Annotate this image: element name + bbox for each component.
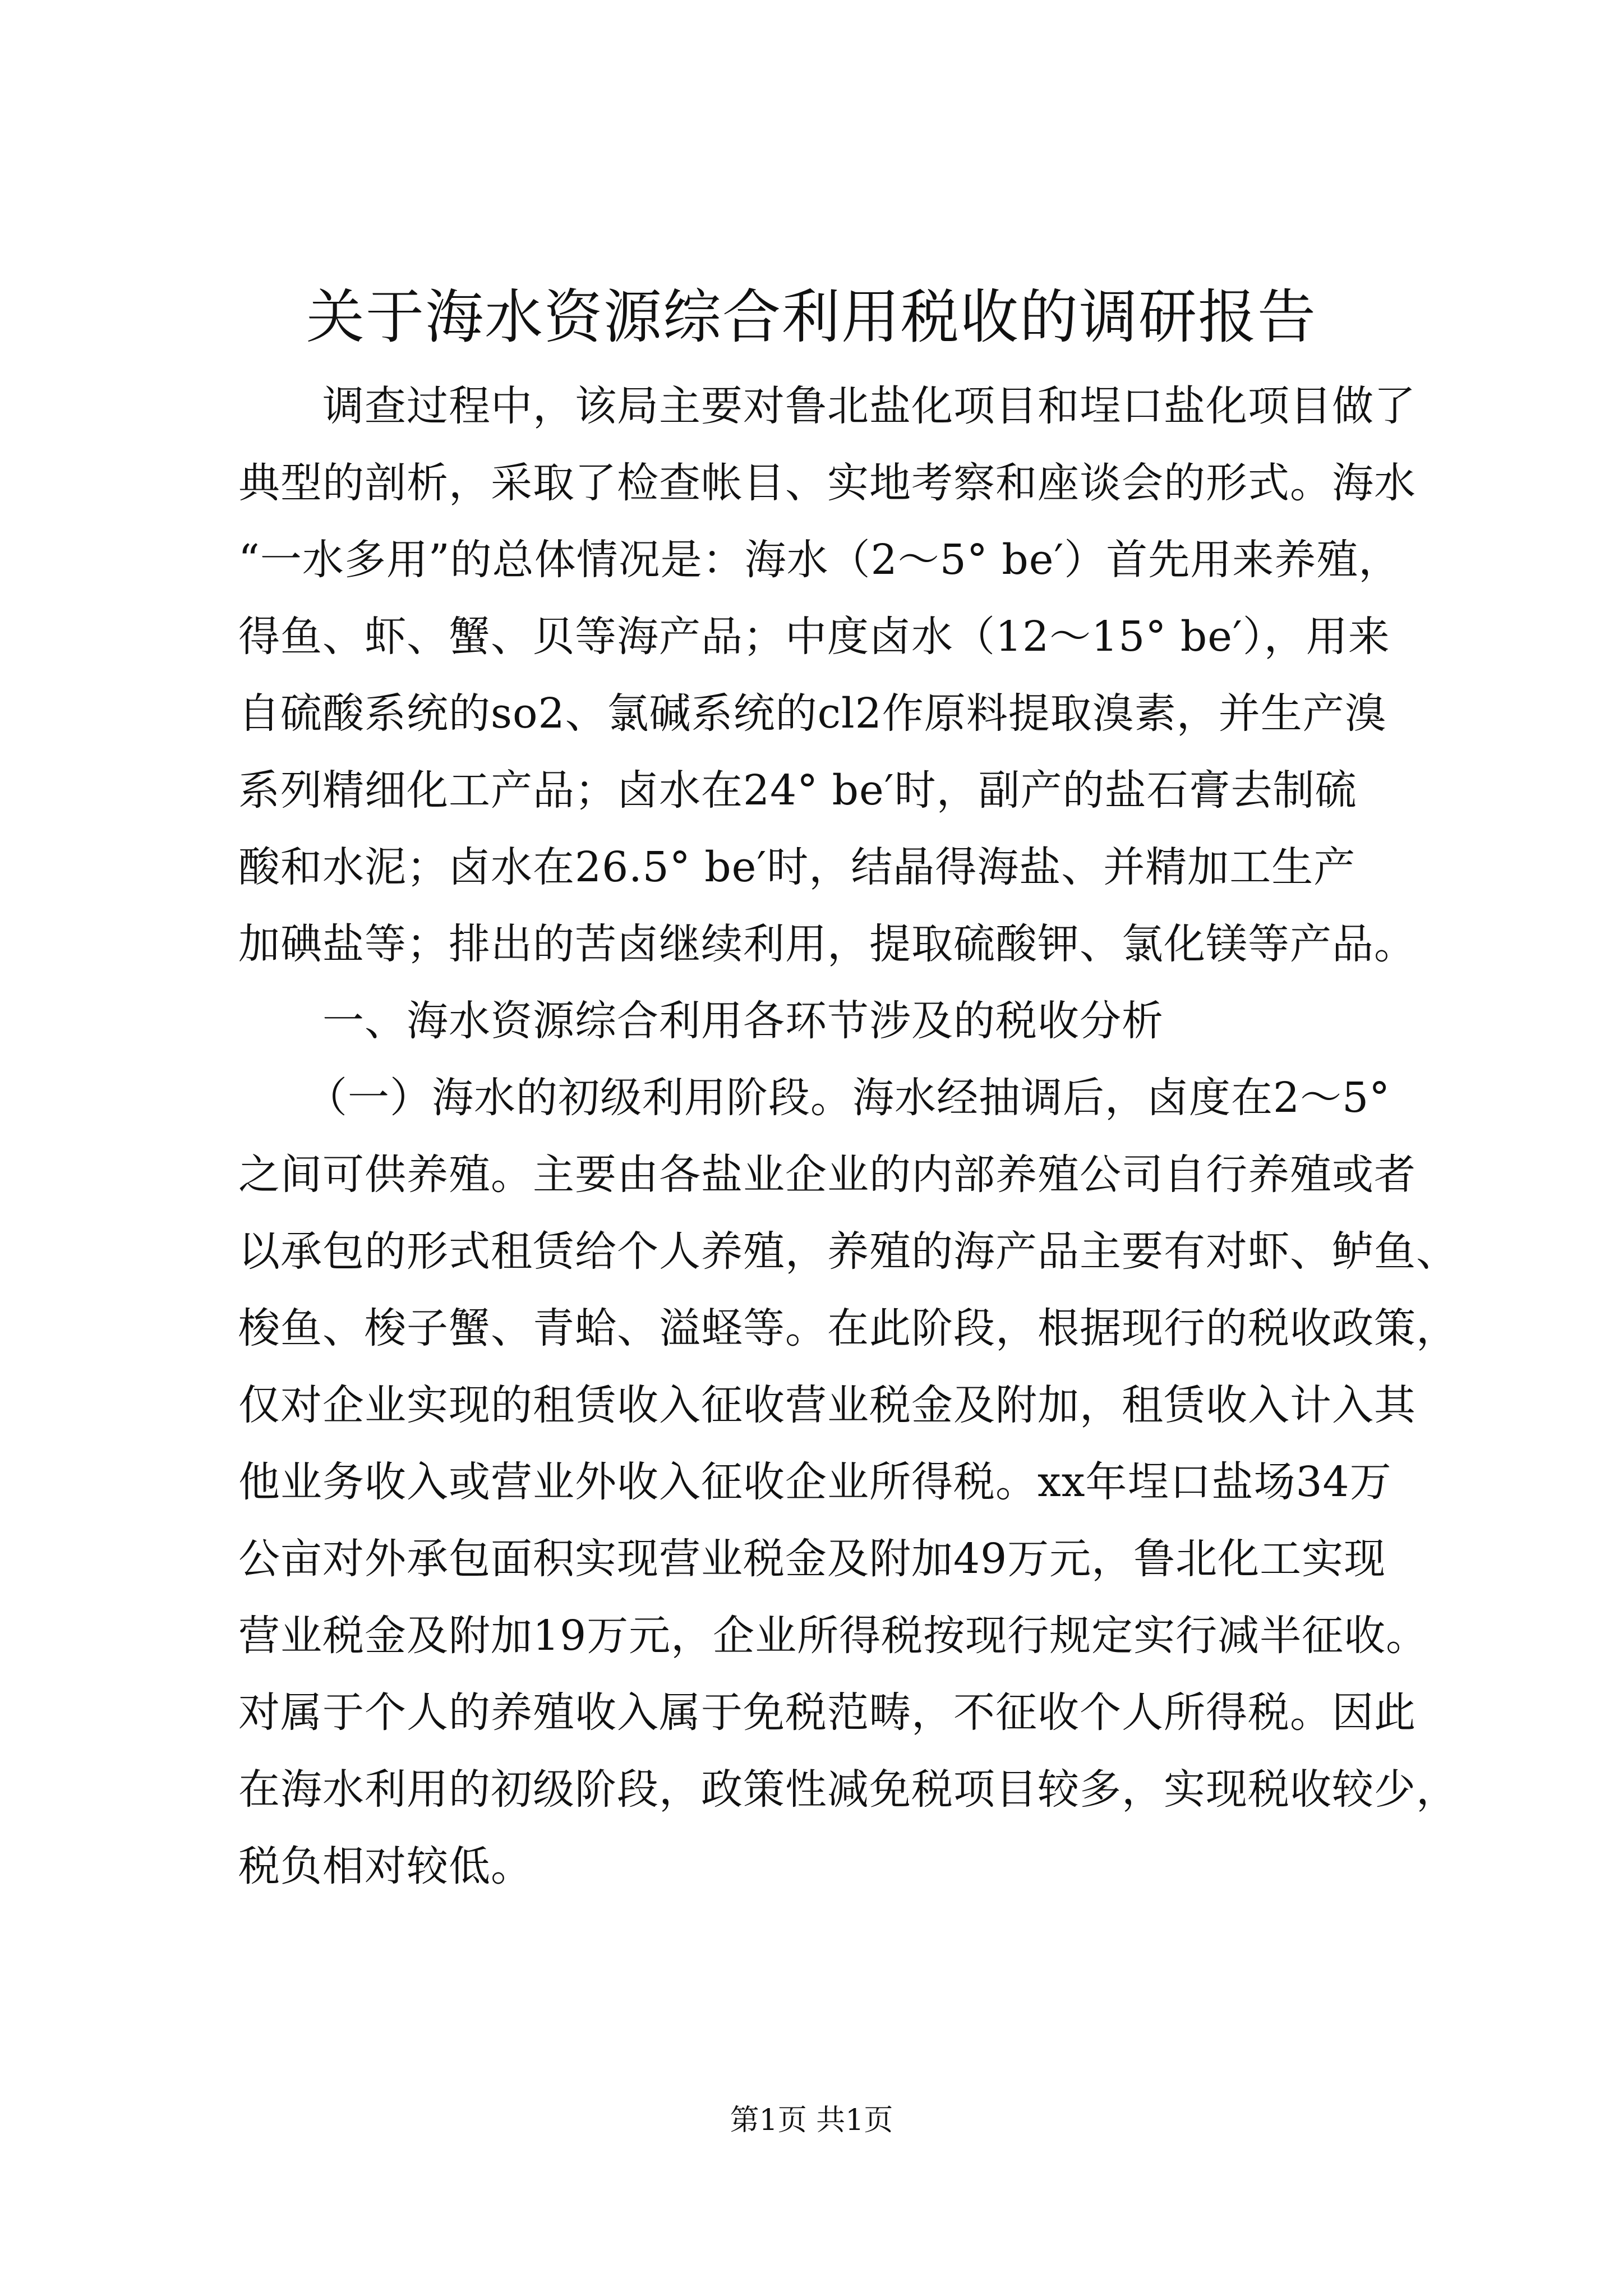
paragraph-line: 以承包的形式租赁给个人养殖，养殖的海产品主要有对虾、鲈鱼、 [238, 1227, 1458, 1276]
document-body [238, 368, 1458, 1905]
paragraph-line: 之间可供养殖。主要由各盐业企业的内部养殖公司自行养殖或者 [238, 1151, 1416, 1199]
paragraph-line: 在海水利用的初级阶段，政策性减免税项目较多，实现税收较少， [238, 1765, 1458, 1814]
paragraph-line: （一）海水的初级利用阶段。海水经抽调后，卤度在2～5° [306, 1074, 1391, 1122]
paragraph-line: 自硫酸系统的so2、氯碱系统的cl2作原料提取溴素，并生产溴 [238, 689, 1387, 738]
paragraph-line: 典型的剖析，采取了检查帐目、实地考察和座谈会的形式。海水 [238, 459, 1416, 507]
paragraph-line: 公亩对外承包面积实现营业税金及附加49万元，鲁北化工实现 [238, 1535, 1386, 1583]
paragraph-line: 税负相对较低。 [238, 1842, 533, 1890]
paragraph-line: 仅对企业实现的租赁收入征收营业税金及附加，租赁收入计入其 [238, 1381, 1416, 1429]
section-heading: 一、海水资源综合利用各环节涉及的税收分析 [322, 997, 1164, 1045]
paragraph-line: 梭鱼、梭子蟹、青蛤、溢蛏等。在此阶段，根据现行的税收政策， [238, 1304, 1458, 1352]
paragraph-line: 系列精细化工产品；卤水在24° be′时，副产的盐石膏去制硫 [238, 766, 1357, 815]
document-title: 关于海水资源综合利用税收的调研报告 [306, 283, 1317, 351]
paragraph-line: 酸和水泥；卤水在26.5° be′时，结晶得海盐、并精加工生产 [238, 843, 1356, 891]
paragraph-line: 营业税金及附加19万元，企业所得税按现行规定实行减半征收。 [238, 1612, 1428, 1660]
page-number: 第1页 共1页 [730, 2104, 893, 2137]
paragraph-line: 得鱼、虾、蟹、贝等海产品；中度卤水（12～15° be′），用来 [238, 613, 1390, 661]
paragraph-line: “一水多用”的总体情况是：海水（2～5° be′）首先用来养殖， [238, 536, 1401, 584]
paragraph-line: 他业务收入或营业外收入征收企业所得税。xx年埕口盐场34万 [238, 1458, 1392, 1506]
paragraph-line: 对属于个人的养殖收入属于免税范畴，不征收个人所得税。因此 [238, 1688, 1416, 1737]
paragraph-line: 调查过程中，该局主要对鲁北盐化项目和埕口盐化项目做了 [322, 382, 1416, 430]
paragraph-line: 加碘盐等；排出的苦卤继续利用，提取硫酸钾、氯化镁等产品。 [238, 920, 1416, 968]
